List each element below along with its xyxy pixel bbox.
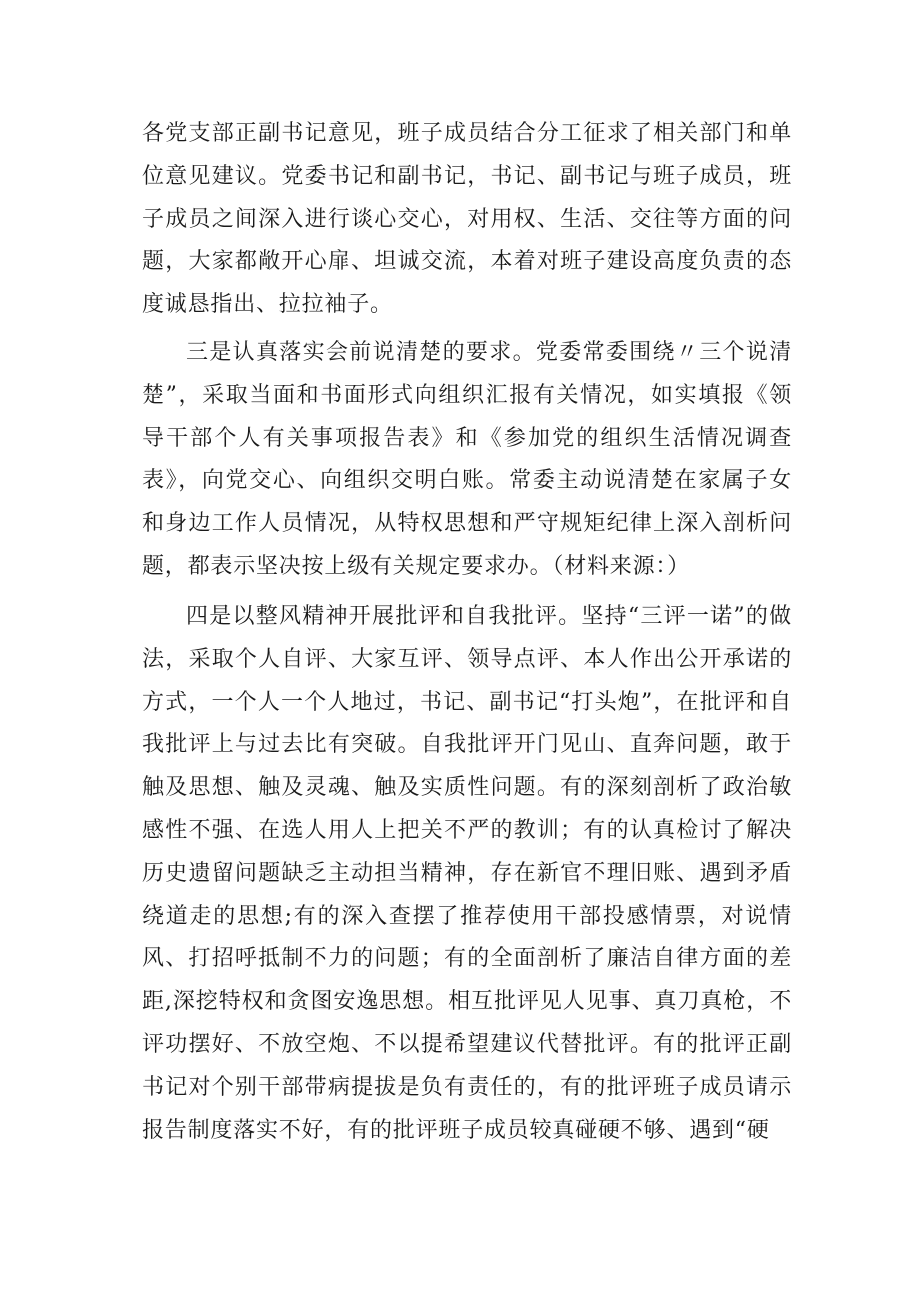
paragraph-2: 三是认真落实会前说清楚的要求。党委常委围绕〃三个说清楚”，采取当面和书面形式向组织汇报有关情况，如实填报《领导干部个人有关事项报告表》和《参加党的组织生活情况调查表》，向党交心、向组织交明白账。常委主动说清楚在家属子女和身边工作人员情况，从特权思想和严守规矩纪律上深入剖析问题，都表示坚决按上级有关规定要求办。（材料来源：）	[142, 340, 792, 579]
paragraph-3: 四是以整风精神开展批评和自我批评。坚持“三评一诺”的做法，采取个人自评、大家互评、领导点评、本人作出公开承诺的方式，一个人一个人地过，书记、副书记“打头炮”，在批评和自我批评上与过去比有突破。自我批评开门见山、直奔问题，敢于触及思想、触及灵魂、触及实质性问题。有的深刻剖析了政治敏感性不强、在选人用人上把关不严的教训；有的认真检讨了解决历史遗留问题缺乏主动担当精神，存在新官不理旧账、遇到矛盾绕道走的思想;有的深入查摆了推荐使用干部投感情票，对说情风、打招呼抵制不力的问题；有的全面剖析了廉洁自律方面的差距,深挖特权和贪图安逸思想。相互批评见人见事、真刀真枪，不评功摆好、不放空炮、不以提希望建议代替批评。有的批评正副书记对个别干部带病提拔是负有责任的，有的批评班子成员请示报告制度落实不好，有的批评班子成员较真碰硬不够、遇到“硬	[142, 604, 792, 1143]
paragraph-1: 各党支部正副书记意见，班子成员结合分工征求了相关部门和单位意见建议。党委书记和副书记，书记、副书记与班子成员，班子成员之间深入进行谈心交心，对用权、生活、交往等方面的问题，大家都敞开心扉、坦诚交流，本着对班子建设高度负责的态度诚恳指出、拉拉袖子。	[142, 121, 792, 318]
